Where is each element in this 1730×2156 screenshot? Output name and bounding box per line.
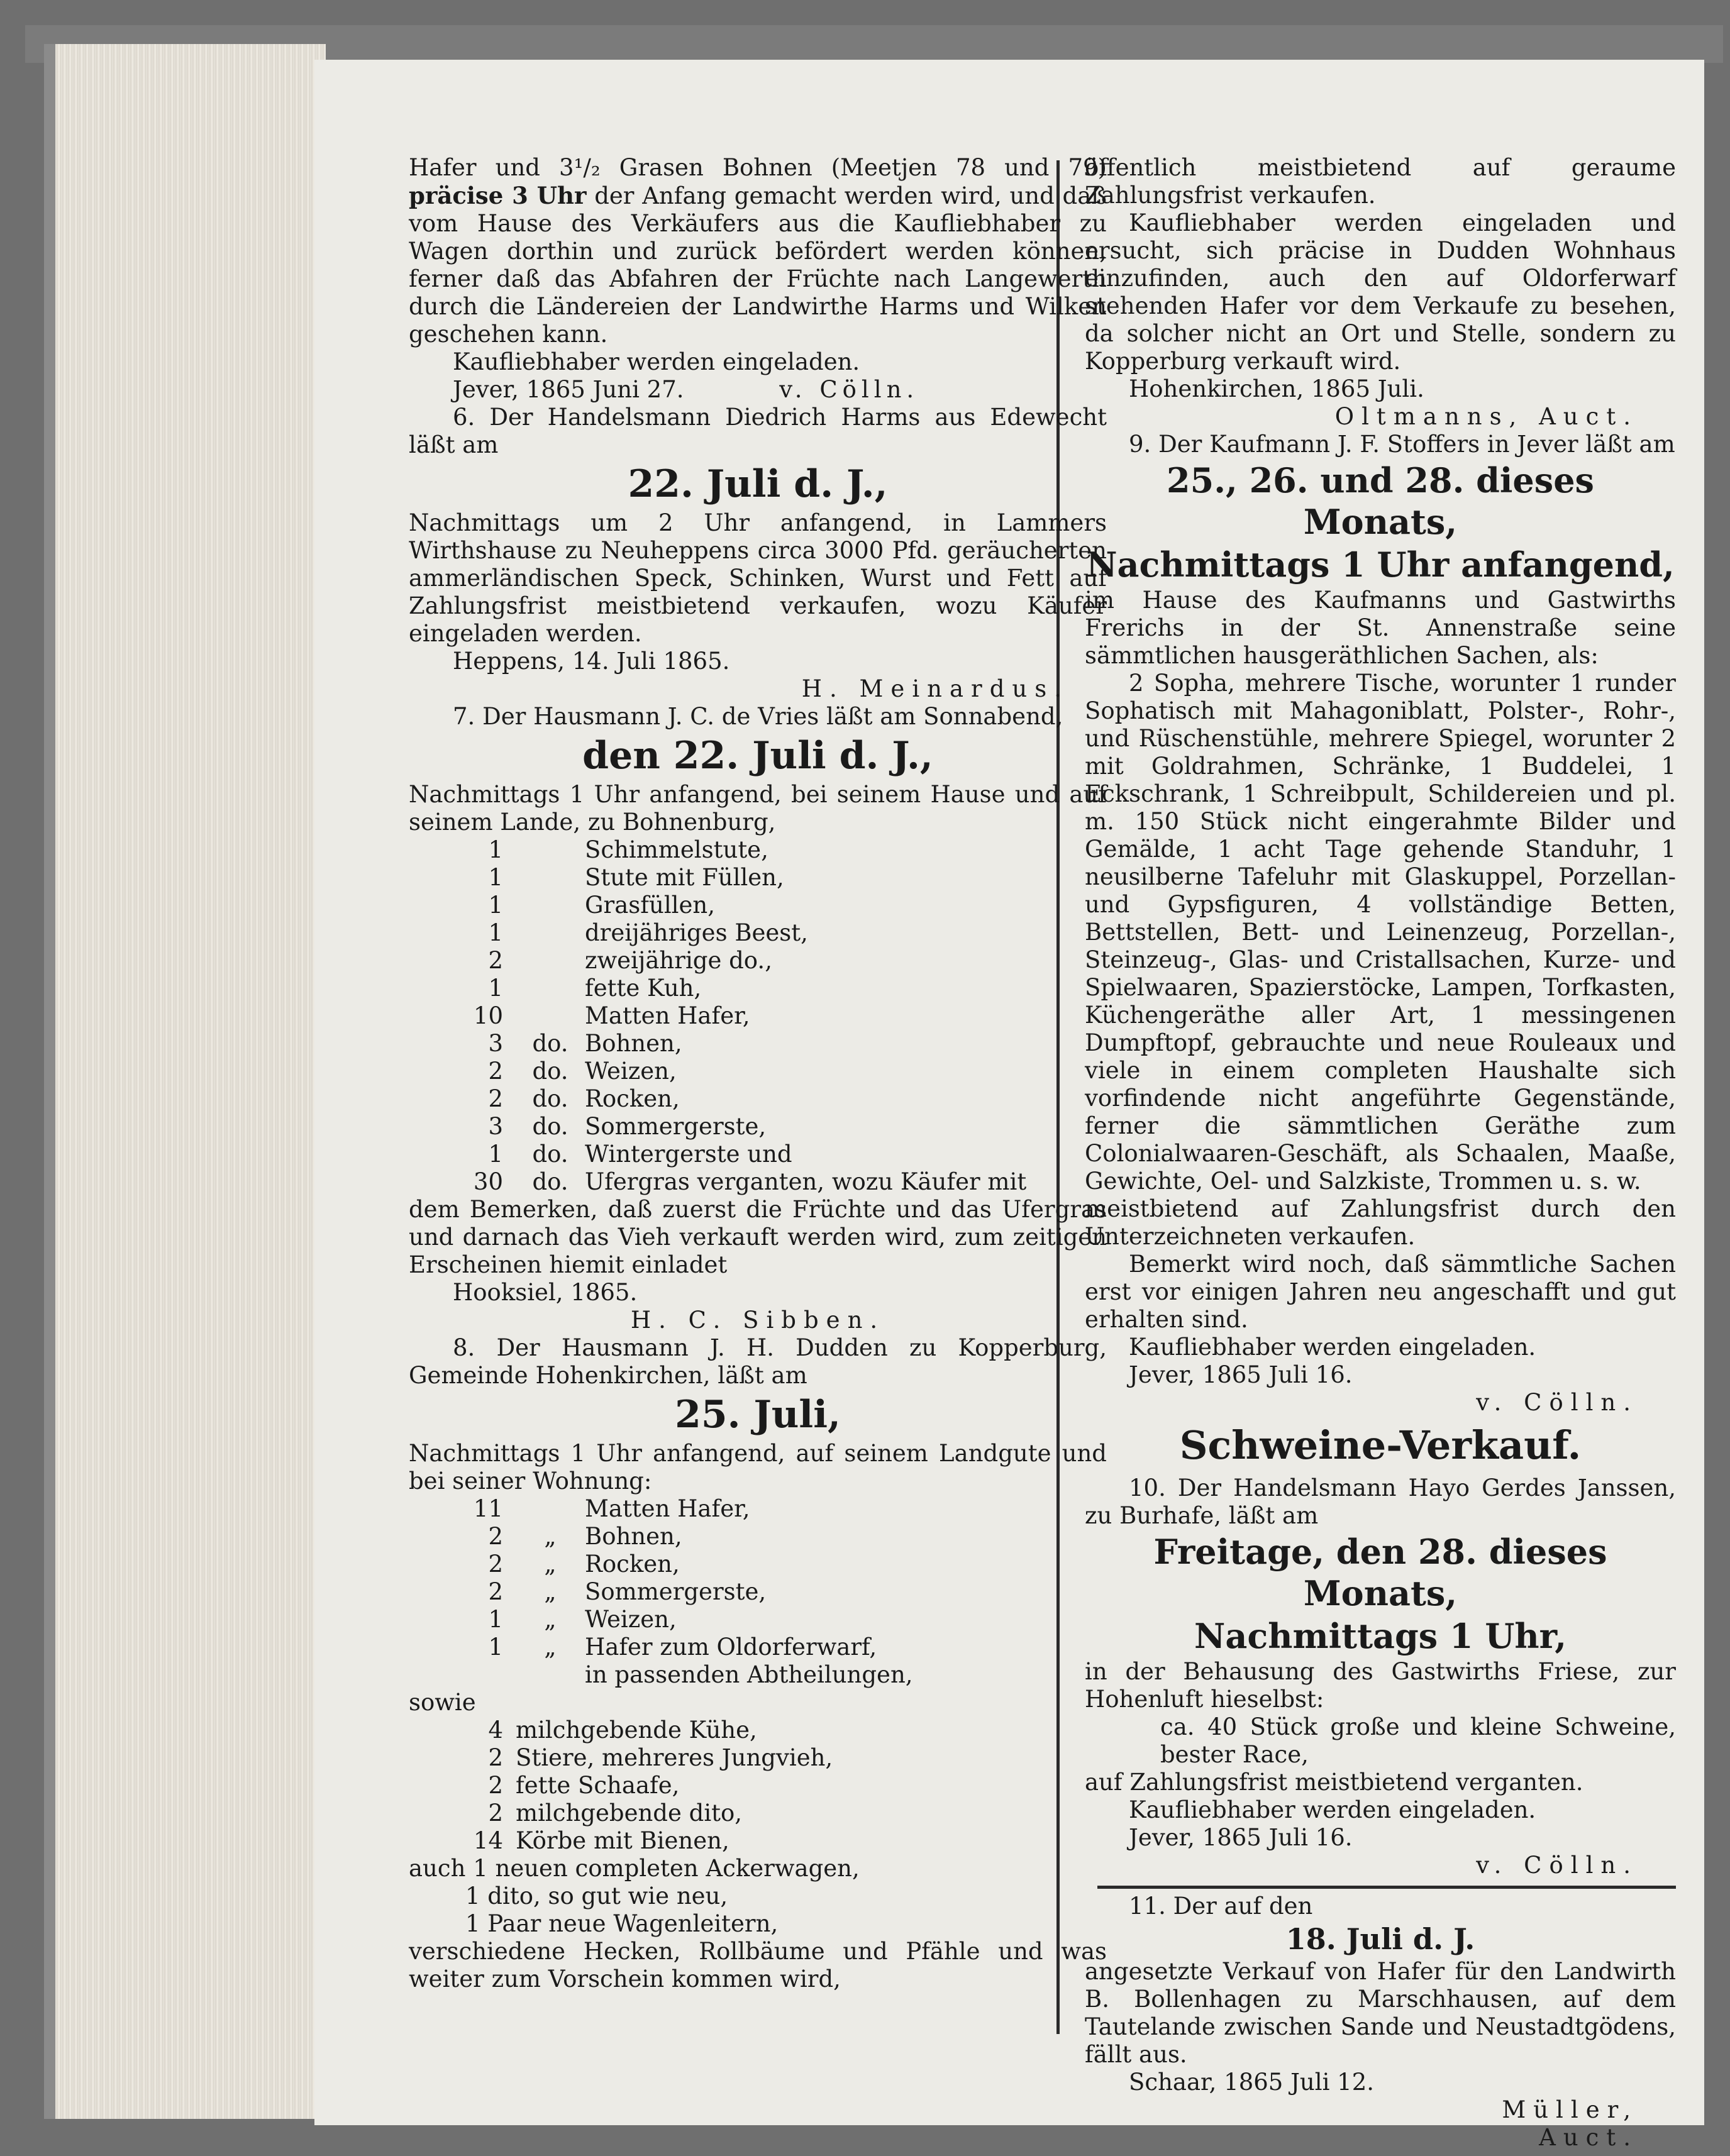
notice-8-continued <box>1085 154 1676 431</box>
list-item <box>409 975 1107 1002</box>
list-item: 1 Paar neue Wagenleitern, <box>465 1910 779 1937</box>
notice-8-headline: 25. Juli, <box>675 1393 841 1437</box>
notice-10-tail: auf Zahlungsfrist meistbietend verganten. <box>1085 1769 1583 1796</box>
notice-6-date: Heppens, 14. Juli 1865. <box>453 648 730 675</box>
notice-5-text: der Anfang gemacht werden wird, und daß vom Hause des Verkäufers aus die Kaufliebhaber zu Wagen dorthin und zurück befördert werden können, ferner daß das Abfahren der Früchte nach Langewerth durch die Ländereien der Landwirthe Harms und Wilken geschehen kann. <box>409 182 1107 348</box>
item-quantity: 2 <box>488 1744 503 1771</box>
notice-8c-signer: Oltmanns, Auct. <box>1334 403 1638 430</box>
list-item <box>409 1523 1107 1551</box>
item-unit: do. <box>532 1030 568 1057</box>
item-unit <box>516 947 585 975</box>
notice-5-emphasis: präcise 3 Uhr <box>409 182 587 209</box>
item-quantity: 1 <box>488 864 503 891</box>
list-item <box>409 1551 1107 1578</box>
notice-10-title: Schweine-Verkauf. <box>1179 1422 1582 1468</box>
notice-6-signer: H. Meinardus. <box>801 675 1069 702</box>
notice-6-headline: 22. Juli d. J., <box>628 462 888 506</box>
notice-7-signer: H. C. Sibben. <box>630 1307 885 1334</box>
notice-10-date: Jever, 1865 Juli 16. <box>1129 1824 1353 1851</box>
list-item <box>409 1495 1107 1523</box>
list-item: 1 dito, so gut wie neu, <box>465 1882 728 1910</box>
item-quantity: 2 <box>488 1772 503 1799</box>
notice-11-signer-title: Auct. <box>1539 2124 1638 2151</box>
notice-8 <box>409 1334 1107 1993</box>
item-text: Rocken, <box>585 1551 680 1578</box>
item-unit <box>516 1495 585 1523</box>
notice-11-headline: 18. Juli d. J. <box>1285 1922 1475 1956</box>
notice-8-intro: 8. Der Hausmann J. H. Dudden zu Kopperburg, Gemeinde Hohenkirchen, läßt am <box>409 1334 1107 1389</box>
item-text: Grasfüllen, <box>585 892 715 919</box>
item-quantity: 2 <box>488 1578 503 1605</box>
list-item <box>409 892 1107 919</box>
notice-8-misc-list <box>409 1882 1107 1938</box>
notice-6-intro: 6. Der Handelsmann Diedrich Harms aus Edewecht läßt am <box>409 404 1107 458</box>
item-text: Wintergerste und <box>585 1141 792 1168</box>
notice-7-date: Hooksiel, 1865. <box>453 1279 638 1306</box>
item-quantity: 2 <box>488 1551 503 1578</box>
item-text: milchgebende Kühe, <box>516 1717 757 1744</box>
item-unit <box>516 892 585 919</box>
notice-9-tail: meistbietend auf Zahlungsfrist durch den Unterzeichneten verkaufen. <box>1085 1195 1676 1250</box>
item-unit <box>516 864 585 892</box>
notice-10-headline-2: Nachmittags 1 Uhr, <box>1194 1616 1567 1656</box>
notice-10-headline-1: Freitage, den 28. dieses Monats, <box>1153 1532 1607 1613</box>
notice-7-intro: 7. Der Hausmann J. C. de Vries läßt am Sonnabend, <box>453 703 1063 730</box>
notice-9-date: Jever, 1865 Juli 16. <box>1129 1361 1353 1388</box>
item-unit: do. <box>532 1058 568 1085</box>
notice-6-body: Nachmittags um 2 Uhr anfangend, in Lammers Wirthshause zu Neuheppens circa 3000 Pfd. geräucherten ammerländischen Speck, Schinken, Wurst und Fett auf Zahlungsfrist meistbietend verkaufen, wozu Käufer eingeladen werden. <box>409 509 1107 647</box>
list-item <box>409 1744 1107 1772</box>
notice-10-invite: Kaufliebhaber werden eingeladen. <box>1129 1796 1536 1823</box>
notice-5-signer: v. Cölln. <box>779 376 919 403</box>
notice-8-sowie: sowie <box>409 1689 476 1716</box>
item-unit <box>516 1002 585 1030</box>
item-text: Matten Hafer, <box>585 1002 750 1029</box>
item-quantity: 14 <box>473 1827 503 1854</box>
item-quantity: 3 <box>488 1030 503 1057</box>
notice-11-intro: 11. Der auf den <box>1129 1893 1313 1920</box>
item-text: Körbe mit Bienen, <box>516 1827 729 1854</box>
notice-7 <box>409 703 1107 1334</box>
section-rule <box>1097 1886 1676 1889</box>
notice-7-item-list <box>409 836 1107 1196</box>
notice-9-headline-1: 25., 26. und 28. dieses Monats, <box>1167 460 1594 542</box>
notice-5 <box>409 154 1107 404</box>
notice-10-intro: 10. Der Handelsmann Hayo Gerdes Janssen, zu Burhafe, läßt am <box>1085 1474 1676 1529</box>
list-item <box>409 836 1107 864</box>
item-unit: do. <box>532 1141 568 1168</box>
list-item <box>409 1717 1107 1744</box>
list-item <box>409 1827 1107 1855</box>
item-quantity: 1 <box>488 1606 503 1633</box>
notice-10-item: ca. 40 Stück große und kleine Schweine, bester Race, <box>1160 1713 1676 1768</box>
item-text: fette Schaafe, <box>516 1772 680 1799</box>
list-item <box>409 919 1107 947</box>
item-unit: „ <box>544 1634 557 1661</box>
notice-9-invite: Kaufliebhaber werden eingeladen. <box>1129 1334 1536 1361</box>
list-item <box>409 1799 1107 1827</box>
item-unit <box>516 1661 585 1689</box>
list-item <box>409 947 1107 975</box>
notice-11-signer: Müller, <box>1502 2096 1638 2123</box>
book-page-edges <box>44 44 326 2119</box>
item-unit: „ <box>544 1551 557 1578</box>
left-column <box>409 154 1107 1993</box>
item-text: Matten Hafer, <box>585 1495 750 1522</box>
notice-10-signer: v. Cölln. <box>1476 1852 1638 1879</box>
item-unit: „ <box>544 1578 557 1605</box>
item-unit: do. <box>532 1085 568 1112</box>
notice-6 <box>409 404 1107 703</box>
item-text: Schimmelstute, <box>585 836 768 863</box>
item-quantity: 1 <box>488 892 503 919</box>
notice-8-livestock-list <box>409 1717 1107 1855</box>
list-item <box>409 1634 1107 1661</box>
item-quantity: 10 <box>473 1002 503 1029</box>
notice-8-auch: auch 1 neuen completen Ackerwagen, <box>409 1855 860 1882</box>
notice-9-headline-2: Nachmittags 1 Uhr anfangend, <box>1086 545 1675 585</box>
item-quantity: 2 <box>488 1523 503 1550</box>
item-text: Sommergerste, <box>585 1113 767 1140</box>
list-item <box>409 1030 1107 1058</box>
notice-8c-date: Hohenkirchen, 1865 Juli. <box>1129 375 1424 402</box>
list-item <box>409 1661 1107 1689</box>
item-text: Weizen, <box>585 1058 677 1085</box>
item-text: Ufergras verganten, wozu Käufer mit <box>585 1168 1027 1195</box>
item-quantity: 1 <box>488 1634 503 1661</box>
item-quantity: 30 <box>473 1168 503 1195</box>
list-item <box>409 1002 1107 1030</box>
item-text: Bohnen, <box>585 1030 682 1057</box>
list-item <box>409 864 1107 892</box>
notice-9-signer: v. Cölln. <box>1476 1389 1638 1416</box>
item-text: Rocken, <box>585 1085 680 1112</box>
item-quantity: 2 <box>488 1799 503 1827</box>
item-text: Weizen, <box>585 1606 677 1633</box>
notice-7-headline: den 22. Juli d. J., <box>582 734 933 778</box>
right-column <box>1085 154 1676 2152</box>
notice-7-body: Nachmittags 1 Uhr anfangend, bei seinem Hause und auf seinem Lande, zu Bohnenburg, <box>409 781 1107 836</box>
newspaper-page <box>314 60 1704 2151</box>
item-quantity: 1 <box>488 975 503 1002</box>
notice-5-opening: Hafer und 3¹/₂ Grasen Bohnen (Meetjen 78 und 79) <box>409 154 1107 181</box>
notice-8-item-list <box>409 1495 1107 1689</box>
notice-10 <box>1085 1420 1676 1879</box>
list-item <box>409 1141 1107 1168</box>
item-unit <box>516 975 585 1002</box>
notice-5-invite: Kaufliebhaber werden eingeladen. <box>453 348 860 375</box>
notice-8-body: Nachmittags 1 Uhr anfangend, auf seinem Landgute und bei seiner Wohnung: <box>409 1440 1107 1495</box>
item-text: dreijähriges Beest, <box>585 919 808 946</box>
item-text: Stute mit Füllen, <box>585 864 784 891</box>
item-unit: „ <box>544 1523 557 1550</box>
notice-8c-text: öffentlich meistbietend auf geraume Zahlungsfrist verkaufen. <box>1085 154 1676 209</box>
item-text: zweijährige do., <box>585 947 772 974</box>
item-text: Bohnen, <box>585 1523 682 1550</box>
notice-9-note: Bemerkt wird noch, daß sämmtliche Sachen erst vor einigen Jahren neu angeschafft und gut erhalten sind. <box>1085 1251 1676 1333</box>
notice-11 <box>1085 1893 1676 2152</box>
item-unit: do. <box>532 1168 568 1195</box>
item-quantity: 2 <box>488 947 503 974</box>
item-quantity: 2 <box>488 1058 503 1085</box>
notice-11-body: angesetzte Verkauf von Hafer für den Landwirth B. Bollenhagen zu Marschhausen, auf dem Tautelande zwischen Sande und Neustadtgödens, fällt aus. <box>1085 1958 1676 2068</box>
notice-10-body: in der Behausung des Gastwirths Friese, zur Hohenluft hieselbst: <box>1085 1658 1676 1713</box>
item-text: Stiere, mehreres Jungvieh, <box>516 1744 833 1771</box>
notice-8c-body: Kaufliebhaber werden eingeladen und ersucht, sich präcise in Dudden Wohnhaus einzufinden, auch den auf Oldorferwarf stehenden Hafer vor dem Verkaufe zu besehen, da solcher nicht an Ort und Stelle, sondern zu Kopperburg verkauft wird. <box>1085 209 1676 375</box>
list-item <box>409 1168 1107 1196</box>
item-quantity: 4 <box>488 1717 503 1744</box>
item-quantity: 1 <box>488 836 503 863</box>
item-text: milchgebende dito, <box>516 1799 743 1827</box>
list-item <box>409 1578 1107 1606</box>
notice-9-body: im Hause des Kaufmanns und Gastwirths Frerichs in der St. Annenstraße seine sämmtlichen hausgeräthlichen Sachen, als: <box>1085 587 1676 669</box>
item-quantity: 1 <box>488 919 503 946</box>
list-item <box>409 1113 1107 1141</box>
notice-11-date: Schaar, 1865 Juli 12. <box>1129 2069 1375 2096</box>
item-text: Sommergerste, <box>585 1578 767 1605</box>
list-item <box>409 1058 1107 1085</box>
notice-9-intro: 9. Der Kaufmann J. F. Stoffers in Jever läßt am <box>1129 431 1675 458</box>
list-item <box>409 1772 1107 1799</box>
item-unit: do. <box>532 1113 568 1140</box>
notice-8-tail: verschiedene Hecken, Rollbäume und Pfähle und was weiter zum Vorschein kommen wird, <box>409 1938 1107 1993</box>
notice-9 <box>1085 431 1676 1417</box>
list-item <box>409 1085 1107 1113</box>
item-quantity: 11 <box>473 1495 503 1522</box>
item-quantity: 1 <box>488 1141 503 1168</box>
item-quantity: 3 <box>488 1113 503 1140</box>
item-unit <box>516 919 585 947</box>
item-quantity <box>409 1661 516 1689</box>
item-text: fette Kuh, <box>585 975 702 1002</box>
notice-7-tail: dem Bemerken, daß zuerst die Früchte und das Ufergras und darnach das Vieh verkauft werden wird, zum zeitigen Erscheinen hiemit einladet <box>409 1196 1107 1278</box>
item-unit: „ <box>544 1606 557 1633</box>
item-text: in passenden Abtheilungen, <box>585 1661 913 1688</box>
notice-5-date: Jever, 1865 Juni 27. <box>453 376 684 403</box>
item-text: Hafer zum Oldorferwarf, <box>585 1634 877 1661</box>
list-item <box>409 1606 1107 1634</box>
item-quantity: 2 <box>488 1085 503 1112</box>
notice-9-list: 2 Sopha, mehrere Tische, worunter 1 runder Sophatisch mit Mahagoniblatt, Polster-, Rohr-, und Rüschenstühle, mehrere Spiegel, worunter 2 mit Goldrahmen, Schränke, 1 Buddelei, 1 Eckschrank, 1 Schreibpult, Schildereien und pl. m. 150 Stück nicht eingerahmte Bilder und Gemälde, 1 acht Tage gehende Standuhr, 1 neusilberne Tafeluhr mit Glaskuppel, Porzellan- und Gypsfiguren, 4 vollständige Betten, Bettstellen, Bett- und Leinenzeug, Porzellan-, Steinzeug-, Glas- und Cristallsachen, Kurze- und Spielwaaren, Spazierstöcke, Lampen, Torfkasten, Küchengeräthe aller Art, 1 messingenen Dumpftopf, gebrauchte und neue Rouleaux und viele in einem completen Haushalte sich vorfindende nicht angeführte Gegenstände, ferner die sämmtlichen Geräthe zum Colonialwaaren-Geschäft, als Schaalen, Maaße, Gewichte, Oel- und Salzkiste, Trommen u. s. w. <box>1085 670 1676 1195</box>
item-unit <box>516 836 585 864</box>
